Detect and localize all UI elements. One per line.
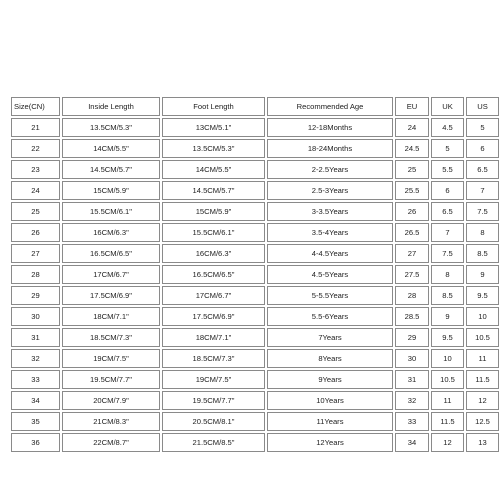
recommended-age-cell: 3.5-4Years [267, 223, 393, 242]
recommended-age-cell: 5.5-6Years [267, 307, 393, 326]
recommended-age-cell: 11Years [267, 412, 393, 431]
uk-size-cell: 7 [431, 223, 464, 242]
size-cn-cell: 32 [11, 349, 60, 368]
uk-size-cell: 9.5 [431, 328, 464, 347]
size-cn-cell: 31 [11, 328, 60, 347]
uk-size-cell: 11 [431, 391, 464, 410]
recommended-age-cell: 12-18Months [267, 118, 393, 137]
table-row [11, 118, 499, 137]
recommended-age-cell: 9Years [267, 370, 393, 389]
foot-length-cell: 19CM/7.5" [162, 370, 265, 389]
uk-size-cell: 7.5 [431, 244, 464, 263]
uk-size-cell: 6.5 [431, 202, 464, 221]
foot-length-cell: 15CM/5.9" [162, 202, 265, 221]
table-row [11, 202, 499, 221]
size-cn-cell: 23 [11, 160, 60, 179]
table-row [11, 160, 499, 179]
size-chart-table [9, 95, 500, 454]
us-size-cell: 6 [466, 139, 499, 158]
inside-length-cell: 21CM/8.3" [62, 412, 160, 431]
recommended-age-cell: 12Years [267, 433, 393, 452]
table-row [11, 391, 499, 410]
foot-length-cell: 13.5CM/5.3" [162, 139, 265, 158]
eu-size-cell: 27.5 [395, 265, 429, 284]
uk-size-cell: 4.5 [431, 118, 464, 137]
us-size-cell: 12.5 [466, 412, 499, 431]
recommended-age-cell: 4-4.5Years [267, 244, 393, 263]
table-row [11, 349, 499, 368]
eu-size-cell: 26.5 [395, 223, 429, 242]
inside-length-cell: 22CM/8.7" [62, 433, 160, 452]
foot-length-cell: 16CM/6.3" [162, 244, 265, 263]
col-header-size-cn: Size(CN) [11, 97, 60, 116]
inside-length-cell: 19CM/7.5" [62, 349, 160, 368]
us-size-cell: 11.5 [466, 370, 499, 389]
uk-size-cell: 11.5 [431, 412, 464, 431]
foot-length-cell: 19.5CM/7.7" [162, 391, 265, 410]
foot-length-cell: 20.5CM/8.1" [162, 412, 265, 431]
header-row [11, 97, 499, 116]
foot-length-cell: 17.5CM/6.9" [162, 307, 265, 326]
us-size-cell: 8.5 [466, 244, 499, 263]
size-cn-cell: 35 [11, 412, 60, 431]
recommended-age-cell: 8Years [267, 349, 393, 368]
col-header-uk: UK [431, 97, 464, 116]
eu-size-cell: 25.5 [395, 181, 429, 200]
eu-size-cell: 27 [395, 244, 429, 263]
table-row [11, 307, 499, 326]
col-header-eu: EU [395, 97, 429, 116]
recommended-age-cell: 3-3.5Years [267, 202, 393, 221]
eu-size-cell: 24.5 [395, 139, 429, 158]
inside-length-cell: 15.5CM/6.1" [62, 202, 160, 221]
uk-size-cell: 5 [431, 139, 464, 158]
inside-length-cell: 20CM/7.9" [62, 391, 160, 410]
recommended-age-cell: 2.5-3Years [267, 181, 393, 200]
us-size-cell: 6.5 [466, 160, 499, 179]
foot-length-cell: 18.5CM/7.3" [162, 349, 265, 368]
inside-length-cell: 14CM/5.5" [62, 139, 160, 158]
us-size-cell: 9 [466, 265, 499, 284]
us-size-cell: 8 [466, 223, 499, 242]
uk-size-cell: 10.5 [431, 370, 464, 389]
table-row [11, 223, 499, 242]
foot-length-cell: 21.5CM/8.5" [162, 433, 265, 452]
inside-length-cell: 16.5CM/6.5" [62, 244, 160, 263]
size-cn-cell: 26 [11, 223, 60, 242]
eu-size-cell: 24 [395, 118, 429, 137]
table-row [11, 286, 499, 305]
eu-size-cell: 30 [395, 349, 429, 368]
inside-length-cell: 17.5CM/6.9" [62, 286, 160, 305]
eu-size-cell: 34 [395, 433, 429, 452]
size-cn-cell: 25 [11, 202, 60, 221]
col-header-recommended-age: Recommended Age [267, 97, 393, 116]
us-size-cell: 7 [466, 181, 499, 200]
eu-size-cell: 29 [395, 328, 429, 347]
size-cn-cell: 28 [11, 265, 60, 284]
inside-length-cell: 16CM/6.3" [62, 223, 160, 242]
size-cn-cell: 33 [11, 370, 60, 389]
eu-size-cell: 25 [395, 160, 429, 179]
us-size-cell: 13 [466, 433, 499, 452]
uk-size-cell: 8.5 [431, 286, 464, 305]
uk-size-cell: 5.5 [431, 160, 464, 179]
size-cn-cell: 34 [11, 391, 60, 410]
foot-length-cell: 18CM/7.1" [162, 328, 265, 347]
inside-length-cell: 15CM/5.9" [62, 181, 160, 200]
foot-length-cell: 13CM/5.1" [162, 118, 265, 137]
table-body [11, 118, 499, 452]
table-row [11, 244, 499, 263]
size-cn-cell: 24 [11, 181, 60, 200]
size-cn-cell: 36 [11, 433, 60, 452]
foot-length-cell: 15.5CM/6.1" [162, 223, 265, 242]
uk-size-cell: 9 [431, 307, 464, 326]
uk-size-cell: 10 [431, 349, 464, 368]
inside-length-cell: 19.5CM/7.7" [62, 370, 160, 389]
us-size-cell: 12 [466, 391, 499, 410]
foot-length-cell: 17CM/6.7" [162, 286, 265, 305]
us-size-cell: 10.5 [466, 328, 499, 347]
eu-size-cell: 31 [395, 370, 429, 389]
us-size-cell: 9.5 [466, 286, 499, 305]
size-cn-cell: 30 [11, 307, 60, 326]
eu-size-cell: 33 [395, 412, 429, 431]
foot-length-cell: 16.5CM/6.5" [162, 265, 265, 284]
table-row [11, 328, 499, 347]
inside-length-cell: 18CM/7.1" [62, 307, 160, 326]
size-cn-cell: 27 [11, 244, 60, 263]
inside-length-cell: 18.5CM/7.3" [62, 328, 160, 347]
recommended-age-cell: 18-24Months [267, 139, 393, 158]
uk-size-cell: 6 [431, 181, 464, 200]
recommended-age-cell: 7Years [267, 328, 393, 347]
table-row [11, 433, 499, 452]
col-header-foot-length: Foot Length [162, 97, 265, 116]
size-cn-cell: 21 [11, 118, 60, 137]
us-size-cell: 11 [466, 349, 499, 368]
uk-size-cell: 8 [431, 265, 464, 284]
table-header [11, 97, 499, 116]
eu-size-cell: 28.5 [395, 307, 429, 326]
us-size-cell: 10 [466, 307, 499, 326]
inside-length-cell: 17CM/6.7" [62, 265, 160, 284]
inside-length-cell: 14.5CM/5.7" [62, 160, 160, 179]
table-row [11, 370, 499, 389]
table-row [11, 265, 499, 284]
eu-size-cell: 26 [395, 202, 429, 221]
size-cn-cell: 22 [11, 139, 60, 158]
recommended-age-cell: 2-2.5Years [267, 160, 393, 179]
us-size-cell: 7.5 [466, 202, 499, 221]
recommended-age-cell: 5-5.5Years [267, 286, 393, 305]
table-row [11, 139, 499, 158]
col-header-inside-length: Inside Length [62, 97, 160, 116]
eu-size-cell: 32 [395, 391, 429, 410]
size-cn-cell: 29 [11, 286, 60, 305]
eu-size-cell: 28 [395, 286, 429, 305]
us-size-cell: 5 [466, 118, 499, 137]
foot-length-cell: 14CM/5.5" [162, 160, 265, 179]
col-header-us: US [466, 97, 499, 116]
uk-size-cell: 12 [431, 433, 464, 452]
table-row [11, 181, 499, 200]
recommended-age-cell: 4.5-5Years [267, 265, 393, 284]
recommended-age-cell: 10Years [267, 391, 393, 410]
foot-length-cell: 14.5CM/5.7" [162, 181, 265, 200]
table-row [11, 412, 499, 431]
inside-length-cell: 13.5CM/5.3" [62, 118, 160, 137]
